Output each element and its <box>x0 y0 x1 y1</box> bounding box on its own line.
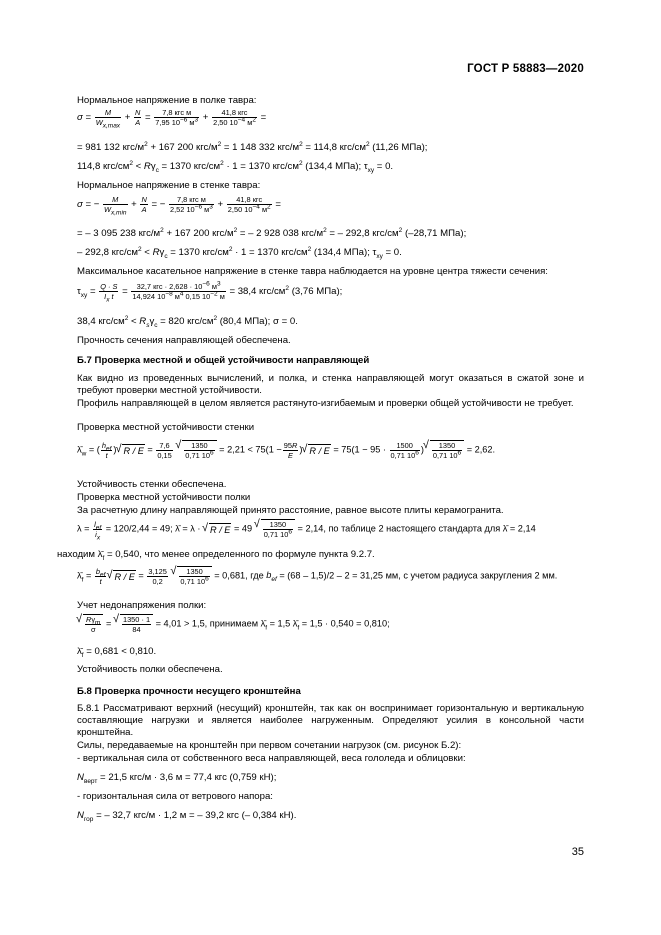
text-line: = 981 132 кгс/$м^2 + 167$ 200 кгс/$м^2 = 1$ 148 332 кгс/$м^2 = 114,8$ кгс/$см^2$ (11,26 МПа); <box>77 140 428 153</box>
text-line: $\lambdā_f = 0,681 < 0,810$. <box>77 646 157 659</box>
paragraph: Как видно из проведенных вычислений, и полка, и стенка направляющей могут оказаться в сжатой зоне и требуют проверки местной устойчивости. <box>77 373 584 396</box>
text-line: Устойчивость полки обеспечена. <box>77 664 223 675</box>
formula-shear-stress: $\tau_{xy}$ = $\frac{Q \cdot S}{I_x t}$ = $\frac{32,7 кгс \cdot 2,628 \cdot 10^{-6} м^3}{14,924 10^{-8} м^4 0,15 10^{-2} м}$ = 38,4 кгс/$см^2$ (3,76 МПа); <box>77 280 343 304</box>
formula-normal-stress-flange: σ = $\frac{M}{W_{x,max}}$ + $\frac{N}{A}$ = $\frac{\text{7,8 кгс м}}{7,95 10^{-6} м^3}$ + $\frac{\text{41,8 кгс}}{2,50 10^{-4} м^2}$ = <box>77 108 267 130</box>
section-heading: Б.7 Проверка местной и общей устойчивости направляющей <box>77 355 370 366</box>
text-line: Силы, передаваемые на кронштейн при первом сочетании нагрузок (см. рисунок Б.2): <box>77 740 462 751</box>
text-line: $N_{верт} = 21,5$ кгс/м · 3,6 м = 77,4 кгс (0,759 кН); <box>77 772 277 785</box>
text-line: - вертикальная сила от собственного веса направляющей, веса гололеда и облицовки: <box>77 753 466 764</box>
text-line: = – 3 095 238 кгс/$м^2 + 167$ 200 кгс/$м^2$ = – 2 928 038 кгс/$м^2$ = – 292,8 кгс/$см^2$ (–28,71 МПа); <box>77 226 467 239</box>
formula-flange-stability: $\lambdā_f$ = $\frac{b_{ef}}{t}$ √ R / E = $\frac{3,125}{0,2}$ √ $\frac{1350}{0,71 10^6}$ = 0,681, где $b_{ef} = (68 - 1,5)/2 - 2 = 31,25$ мм, с учетом радиуса закругления 2 мм. <box>77 566 557 586</box>
text-line: находим $\lambdā_f = 0,540$, что менее определенного по формуле пункта 9.2.7. <box>57 549 375 562</box>
formula-web-stability: $\lambdā_w$ = ( $\frac{h_{ef}}{t}$ )√ R / E = $\frac{7,6}{0,15}$ √ $\frac{1350}{0,71 10^6}$ = 2,21 < 75(1 − $\frac{95R}{E}$ )√ R / E = 75(1 − 95 · $\frac{1500}{0,71 10^6}$ ) √ $\frac{1350}{0,71 10^6}$ = 2,62. <box>77 440 495 460</box>
text-line: - горизонтальная сила от ветрового напора: <box>77 791 273 802</box>
page-number: 35 <box>571 846 584 858</box>
formula-flange-slenderness: λ = $\frac{l_{ef}}{i_x}$ = 120/2,44 = 49; λ̄ = λ · √ R / E = 49 √ $\frac{1350}{0,71 10^6}$ = 2,14, по таблице 2 настоящего стандарта для λ̄ = 2,14 <box>77 519 536 539</box>
paragraph: Профиль направляющей в целом является растянуто-изгибаемым и проверки общей устойчивости не требует. <box>77 398 574 409</box>
text-line: 114,8 кгс/$см^2 < R\gamma_c = 1370$ кгс/$см^2 \cdot 1 = 1370$ кгс/$см^2$ (134,4 МПа); $\tau_{xy} = 0$. <box>77 159 394 174</box>
text-line: Учет недонапряжения полки: <box>77 600 207 611</box>
text-line: Нормальное напряжение в полке тавра: <box>77 95 257 106</box>
formula-normal-stress-web: σ = − $\frac{M}{W_{x,min}}$ + $\frac{N}{A}$ = − $\frac{\text{7,8 кгс м}}{2,52 10^{-6} м^3}$ + $\frac{\text{41,8 кгс}}{2,50 10^{-4} м^2}$ = <box>77 195 281 217</box>
text-line: Проверка местной устойчивости полки <box>77 492 251 503</box>
paragraph: Б.8.1 Рассматривают верхний (несущий) кронштейн, так как он воспринимает горизонтальную и вертикальную составляющие нагрузки и является наиболее нагруженным. Определяют усилия в консольной части кронштейна. <box>77 703 584 738</box>
text-line: – 292,8 кгс/$см^2 < R\gamma_c = 1370$ кгс/$см^2 \cdot 1 = 1370$ кгс/$см^2$ (134,4 МПа); $\tau_{xy} = 0$. <box>77 245 402 260</box>
text-line: 38,4 кгс/$см^2 < R_s\gamma_c = 820$ кгс/$см^2$ (80,4 МПа); σ = 0. <box>77 314 298 329</box>
text-line: Проверка местной устойчивости стенки <box>77 422 255 433</box>
text-line: Прочность сечения направляющей обеспечена. <box>77 335 291 346</box>
text-line: Устойчивость стенки обеспечена. <box>77 479 227 490</box>
document-code: ГОСТ Р 58883—2020 <box>467 63 584 75</box>
text-line: Максимальное касательное напряжение в стенке тавра наблюдается на уровне центра тяжести сечения: <box>77 266 548 277</box>
section-heading: Б.8 Проверка прочности несущего кронштейна <box>77 686 301 697</box>
text-line: За расчетную длину направляющей принято расстояние, равное высоте плиты керамогранита. <box>77 505 504 516</box>
formula-underload: √ $\frac{R\gamma_m}{\sigma}$ = √ $\frac{1350 \cdot 1}{84}$ = 4,01 > 1,5, принимаем $\lambdā_f = 1,5$ $\lambdā_f = 1,5 \cdot 0,540 = 0,810$; <box>77 614 390 634</box>
text-line: Нормальное напряжение в стенке тавра: <box>77 180 261 191</box>
text-line: $N_{гор}$ = – 32,7 кгс/м · 1,2 м = – 39,2 кгс (– 0,384 кН). <box>77 810 297 823</box>
